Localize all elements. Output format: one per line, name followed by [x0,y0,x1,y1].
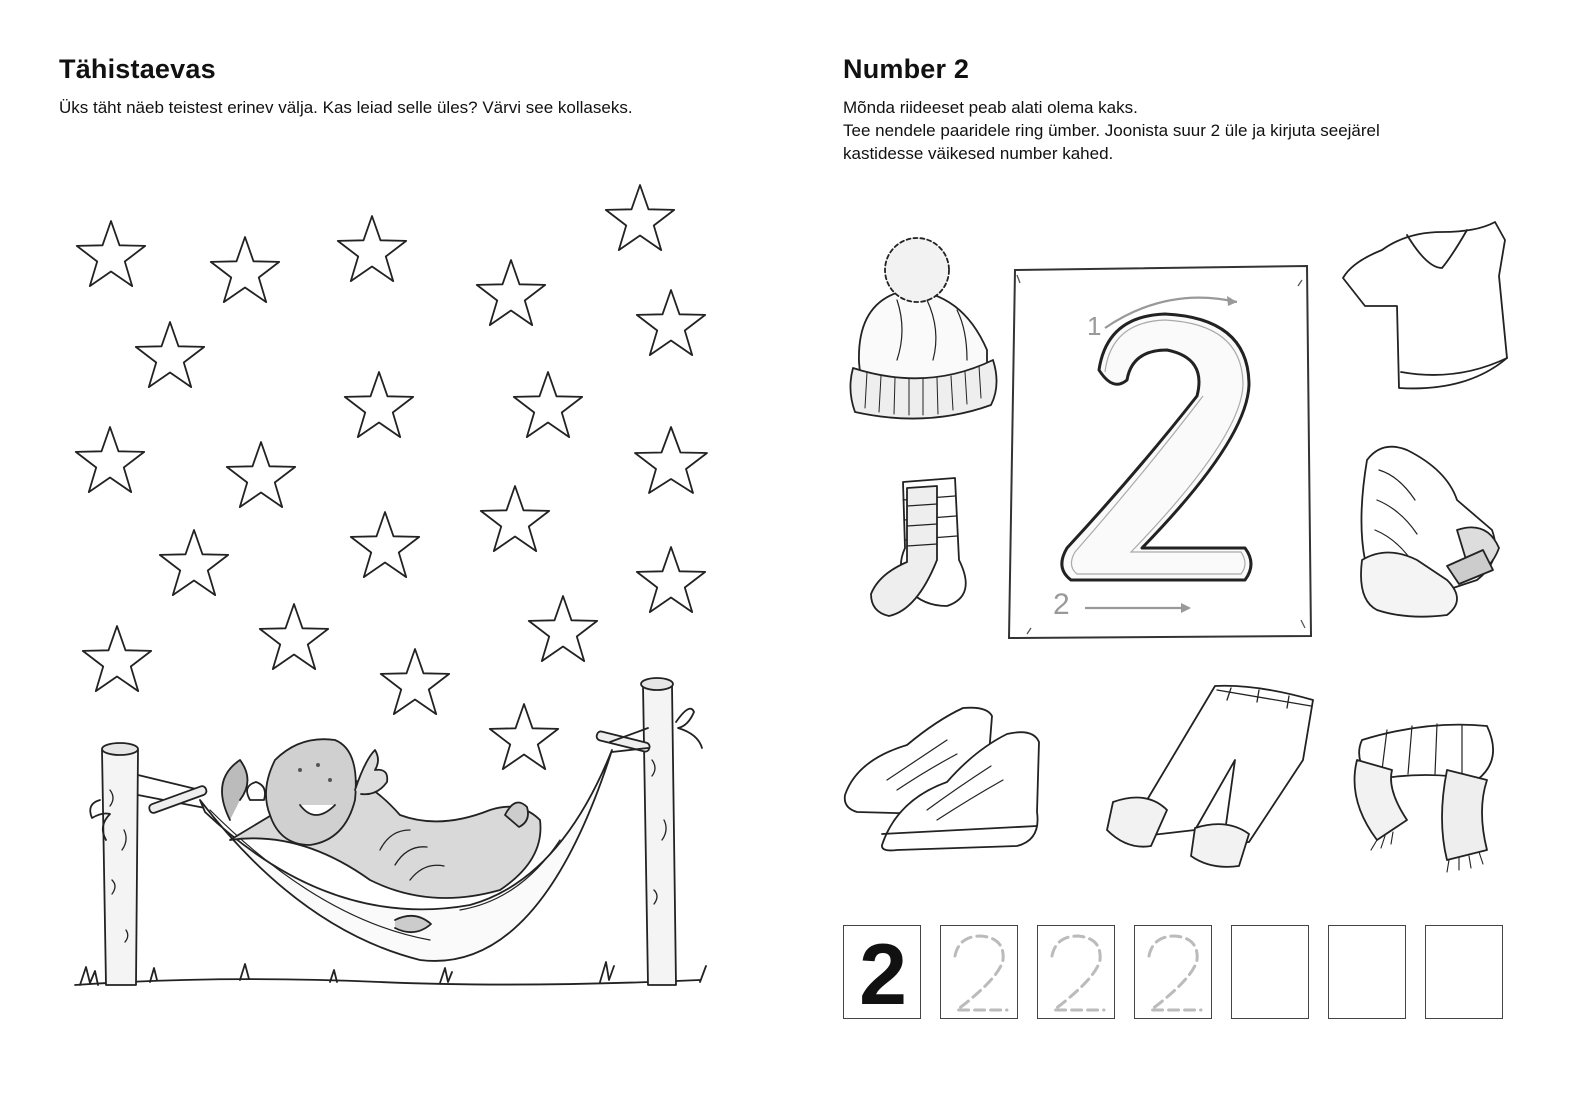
practice-box-empty[interactable] [1425,925,1503,1019]
star[interactable] [351,512,419,577]
star[interactable] [345,372,413,437]
star[interactable] [637,547,705,612]
star[interactable] [381,649,449,714]
star[interactable] [635,427,707,493]
star[interactable] [477,260,545,325]
star[interactable] [227,442,295,507]
socks-icon[interactable] [871,478,966,616]
star[interactable] [211,237,279,302]
right-page [787,0,1575,1102]
star[interactable] [136,322,204,387]
right-page-title: Number 2 [843,54,970,84]
left-page [0,0,787,1102]
star[interactable] [260,604,328,669]
star[interactable] [529,596,597,661]
scarf-icon[interactable] [1355,724,1494,872]
shoes-icon[interactable] [845,708,1039,851]
stroke-label-2: 2 [1053,588,1070,621]
star[interactable] [338,216,406,281]
practice-box-example [843,925,921,1019]
left-page-instruction: Üks täht näeb teistest erinev välja. Kas leiad selle üles? Värvi see kollaseks. [59,98,633,117]
star[interactable] [160,530,228,595]
star[interactable] [606,185,674,250]
gloves-icon[interactable] [1361,447,1499,617]
star[interactable] [490,704,558,769]
practice-box-dashed[interactable] [940,925,1018,1019]
tshirt-icon[interactable] [1343,222,1507,388]
practice-box-empty[interactable] [1328,925,1406,1019]
instruction-line: Tee nendele paaridele ring ümber. Joonista suur 2 üle ja kirjuta seejärel [843,121,1380,140]
dinosaur-in-hammock-illustration [75,678,706,985]
star[interactable] [77,221,145,286]
star-field [0,0,787,1102]
instruction-line: kastidesse väikesed number kahed. [843,144,1114,163]
star[interactable] [514,372,582,437]
practice-box-empty[interactable] [1231,925,1309,1019]
star[interactable] [83,626,151,691]
hat-icon[interactable] [850,238,996,419]
example-digit: 2 [859,927,907,1020]
tracing-card[interactable] [1009,266,1311,638]
practice-box-dashed[interactable] [1134,925,1212,1019]
stroke-label-1: 1 [1087,311,1102,341]
instruction-line: Mõnda riideeset peab alati olema kaks. [843,98,1138,117]
practice-box-dashed[interactable] [1037,925,1115,1019]
star[interactable] [76,427,144,492]
star[interactable] [481,486,549,551]
left-page-title: Tähistaevas [59,54,216,84]
stars[interactable] [76,185,707,769]
star[interactable] [637,290,705,355]
trousers-icon[interactable] [1107,686,1313,867]
